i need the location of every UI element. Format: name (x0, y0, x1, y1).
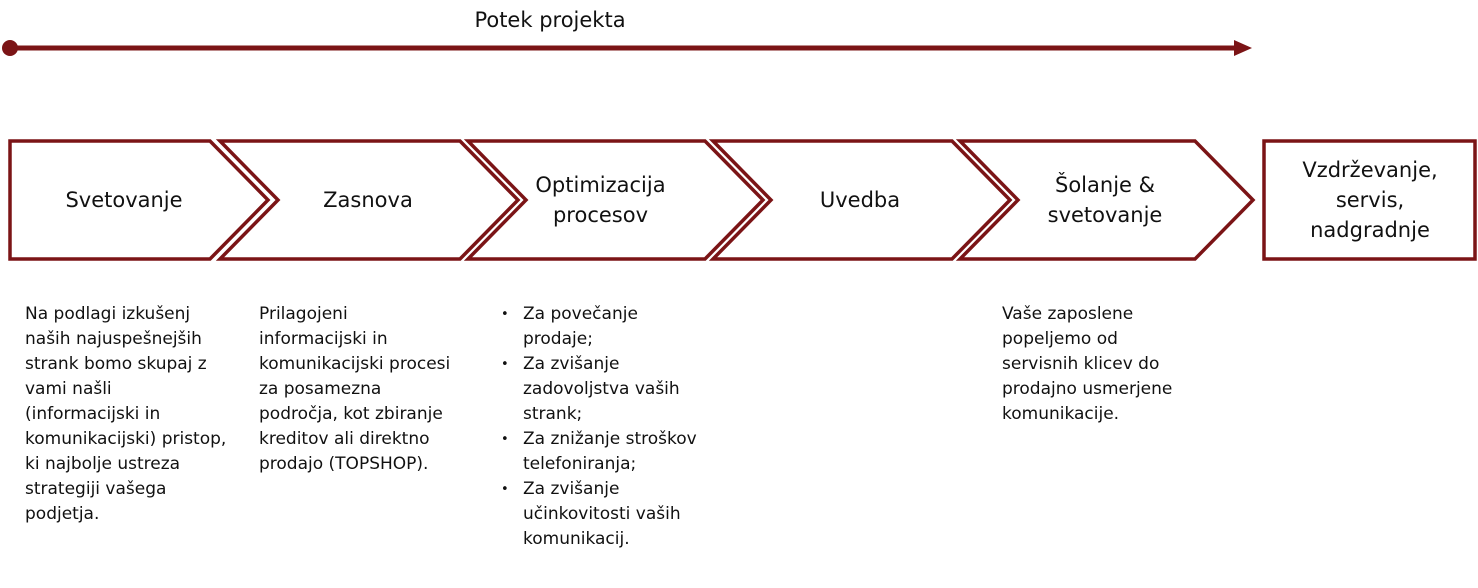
stage-label-vzdrzevanje: Vzdrževanje, servis, nadgradnje (1302, 158, 1438, 242)
stage-label-optimizacija: Optimizacija procesov (535, 173, 666, 227)
description-zasnova: Prilagojeni informacijski in komunikacijski procesi za posamezna področja, kot zbiranje kreditov ali direktno prodajo (TOPSHOP). (259, 304, 451, 474)
timeline-arrowhead (1234, 40, 1252, 56)
bullet-item: • Za zvišanje učinkovitosti vaših komunikacij. (501, 477, 701, 552)
bullet-item: • Za znižanje stroškov telefoniranja; (501, 427, 701, 477)
stage-label-solanje: Šolanje & svetovanje (1047, 173, 1163, 227)
stage-label-uvedba: Uvedba (819, 188, 901, 212)
stage-label-svetovanje: Svetovanje (65, 188, 183, 212)
timeline-start-dot (2, 40, 18, 56)
timeline-title: Potek projekta (474, 8, 626, 32)
bullet-item: • Za zvišanje zadovoljstva vaših strank; (501, 352, 701, 427)
description-optimizacija (501, 302, 701, 552)
description-svetovanje: Na podlagi izkušenj naših najuspešnejših strank bomo skupaj z vami našli (informacijski in komunikacijski) pristop, ki najbolje ustreza strategiji vašega podjetja. (25, 304, 227, 524)
stage-label-zasnova: Zasnova (323, 188, 413, 212)
description-solanje: Vaše zaposlene popeljemo od servisnih klicev do prodajno usmerjene komunikacije. (1002, 304, 1173, 424)
bullet-item: • Za povečanje prodaje; (501, 302, 701, 352)
